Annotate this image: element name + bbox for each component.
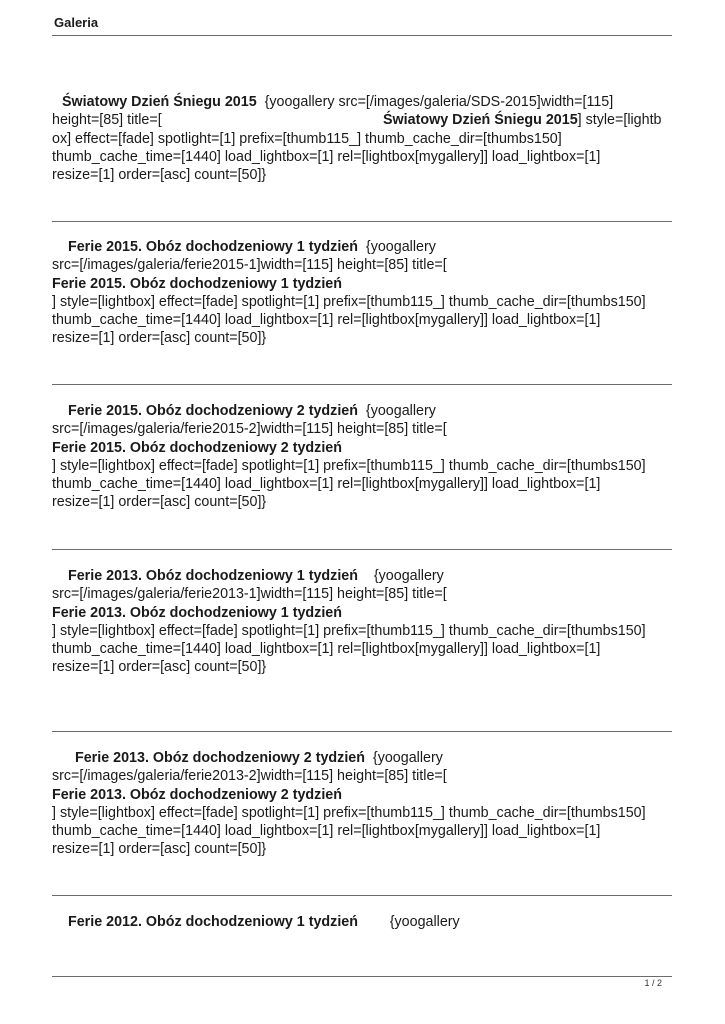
- entry-code: {yoogallery: [364, 750, 443, 766]
- entry-line: thumb_cache_time=[1440] load_lightbox=[1] rel=[lightbox[mygallery]] load_lightbox=[1]: [52, 823, 601, 840]
- gallery-entry: [52, 238, 674, 348]
- entry-line: resize=[1] order=[asc] count=[50]}: [52, 659, 267, 676]
- gallery-entry: [52, 93, 674, 184]
- entry-line: resize=[1] order=[asc] count=[50]}: [52, 841, 267, 858]
- entry-line: thumb_cache_time=[1440] load_lightbox=[1] rel=[lightbox[mygallery]] load_lightbox=[1]: [52, 641, 601, 658]
- entry-line: ] style=[lightbox] effect=[fade] spotlight=[1] prefix=[thumb115_] thumb_cache_dir=[thumbs150]: [52, 622, 646, 639]
- entry-line: resize=[1] order=[asc] count=[50]}: [52, 494, 267, 511]
- entry-line: [52, 402, 674, 420]
- entry-title: Ferie 2013. Obóz dochodzeniowy 1 tydzień: [68, 568, 358, 584]
- entry-line: thumb_cache_time=[1440] load_lightbox=[1] rel=[lightbox[mygallery]] load_lightbox=[1]: [52, 476, 601, 493]
- entry-line: [52, 238, 674, 256]
- entry-code: {yoogallery src=[/images/galeria/SDS-2015]width=[115]: [256, 94, 614, 110]
- page-header-title: Galeria: [54, 15, 99, 30]
- entry-line: src=[/images/galeria/ferie2015-2]width=[115] height=[85] title=[: [52, 421, 447, 438]
- entry-line: ox] effect=[fade] spotlight=[1] prefix=[thumb115_] thumb_cache_dir=[thumbs150]: [52, 130, 562, 147]
- gallery-entry: [52, 567, 674, 677]
- entry-title: Ferie 2013. Obóz dochodzeniowy 2 tydzień: [75, 750, 365, 766]
- entry-line: src=[/images/galeria/ferie2013-1]width=[115] height=[85] title=[: [52, 586, 447, 603]
- entry-line: thumb_cache_time=[1440] load_lightbox=[1] rel=[lightbox[mygallery]] load_lightbox=[1]: [52, 312, 601, 329]
- entry-title: Ferie 2015. Obóz dochodzeniowy 1 tydzień: [68, 239, 358, 255]
- entry-line: [52, 749, 674, 767]
- footer-divider: [52, 976, 672, 977]
- entry-line: thumb_cache_time=[1440] load_lightbox=[1] rel=[lightbox[mygallery]] load_lightbox=[1]: [52, 148, 601, 165]
- entry-line: src=[/images/galeria/ferie2013-2]width=[115] height=[85] title=[: [52, 768, 447, 785]
- entry-line: resize=[1] order=[asc] count=[50]}: [52, 330, 267, 347]
- entry-line: [52, 93, 674, 111]
- gallery-entry: [52, 749, 674, 859]
- entry-line: resize=[1] order=[asc] count=[50]}: [52, 167, 267, 184]
- gallery-entry: [52, 913, 674, 931]
- entry-code: {yoogallery: [357, 914, 460, 930]
- entry-code: {yoogallery: [357, 239, 436, 255]
- entry-line: ] style=[lightbox] effect=[fade] spotlight=[1] prefix=[thumb115_] thumb_cache_dir=[thumbs150]: [52, 457, 646, 474]
- header-divider: [52, 35, 672, 36]
- entry-title: Ferie 2012. Obóz dochodzeniowy 1 tydzień: [68, 914, 358, 930]
- section-divider: [52, 221, 672, 222]
- entry-code: ] style=[lightb: [577, 112, 662, 129]
- entry-code: height=[85] title=[: [52, 112, 162, 129]
- entry-line: ] style=[lightbox] effect=[fade] spotlight=[1] prefix=[thumb115_] thumb_cache_dir=[thumbs150]: [52, 293, 646, 310]
- entry-line: ] style=[lightbox] effect=[fade] spotlight=[1] prefix=[thumb115_] thumb_cache_dir=[thumbs150]: [52, 804, 646, 821]
- entry-title: Ferie 2015. Obóz dochodzeniowy 1 tydzień: [52, 275, 342, 292]
- entry-line: [52, 913, 674, 931]
- entry-code: {yoogallery: [357, 568, 444, 584]
- entry-title-text: Światowy Dzień Śniegu 2015: [383, 112, 578, 129]
- entry-line: [52, 567, 674, 585]
- entry-code: {yoogallery: [357, 403, 436, 419]
- entry-title: Ferie 2015. Obóz dochodzeniowy 2 tydzień: [68, 403, 358, 419]
- gallery-entry: [52, 402, 674, 512]
- entry-line: src=[/images/galeria/ferie2015-1]width=[115] height=[85] title=[: [52, 257, 447, 274]
- entry-title: [383, 111, 662, 129]
- entry-title: Światowy Dzień Śniegu 2015: [62, 94, 257, 110]
- section-divider: [52, 384, 672, 385]
- section-divider: [52, 731, 672, 732]
- section-divider: [52, 549, 672, 550]
- page-number: 1 / 2: [644, 978, 662, 988]
- section-divider: [52, 895, 672, 896]
- entry-title: Ferie 2013. Obóz dochodzeniowy 2 tydzień: [52, 786, 342, 803]
- entry-line: [52, 111, 674, 129]
- entry-title: Ferie 2013. Obóz dochodzeniowy 1 tydzień: [52, 604, 342, 621]
- entry-title: Ferie 2015. Obóz dochodzeniowy 2 tydzień: [52, 439, 342, 456]
